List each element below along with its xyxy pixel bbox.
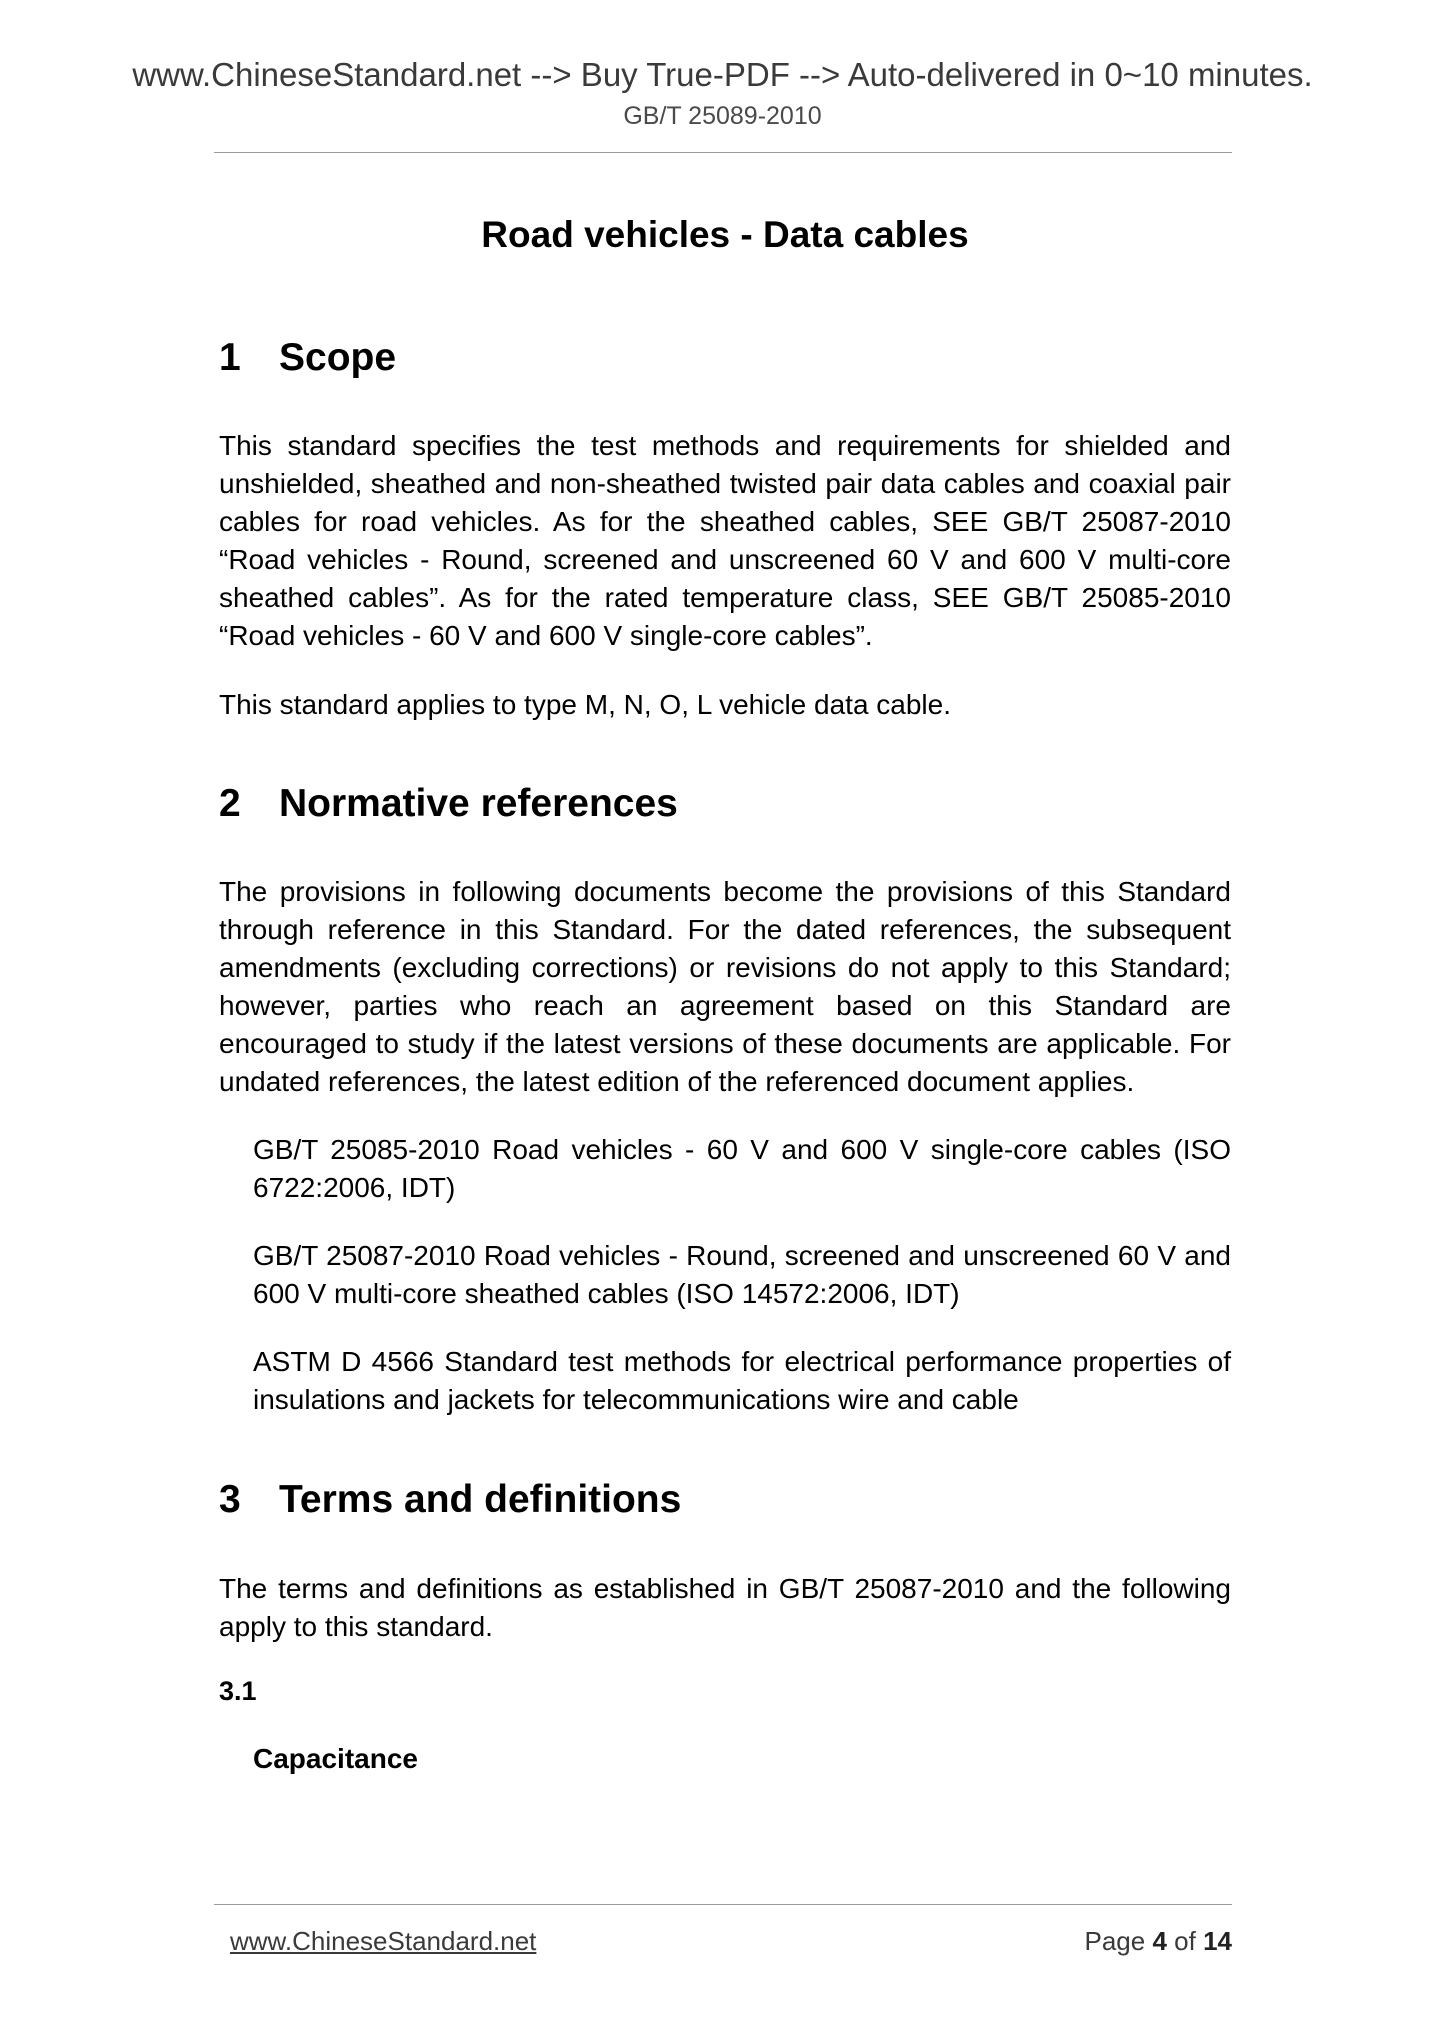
scope-applicability-paragraph: This standard applies to type M, N, O, L vehicle data cable.: [219, 689, 952, 720]
reference-item: GB/T 25085-2010 Road vehicles - 60 V and 600 V single-core cables (ISO 6722:2006, IDT): [253, 1134, 1231, 1203]
subclause-number: 3.1: [219, 1676, 257, 1706]
header-banner: www.ChineseStandard.net --> Buy True-PDF --> Auto-delivered in 0~10 minutes.: [132, 56, 1313, 93]
normative-intro-paragraph: The provisions in following documents become the provisions of this Standard through reference in this Standard. For the dated references, the subsequent amendments (excluding corrections) or revisions do not apply to this Standard; however, parties who reach an agreement based on this Standard are encouraged to study if the latest versions of these documents are applicable. For undated references, the latest edition of the referenced document applies.: [219, 876, 1231, 1097]
header-standard-code: GB/T 25089-2010: [623, 102, 822, 130]
footer-divider: [214, 1904, 1232, 1905]
section-number: 2: [219, 782, 241, 825]
reference-item: GB/T 25087-2010 Road vehicles - Round, screened and unscreened 60 V and 600 V multi-core sheathed cables (ISO 14572:2006, IDT): [253, 1240, 1231, 1309]
section-1-heading: [219, 336, 396, 380]
section-number: 3: [219, 1478, 241, 1521]
page-number: [1084, 1926, 1232, 1957]
scope-paragraph: This standard specifies the test methods and requirements for shielded and unshielded, sheathed and non-sheathed twisted pair data cables and coaxial pair cables for road vehicles. As for the sheathed cables, SEE GB/T 25087-2010 “Road vehicles - Round, screened and unscreened 60 V and 600 V multi-core sheathed cables”. As for the rated temperature class, SEE GB/T 25085-2010 “Road vehicles - 60 V and 600 V single-core cables”.: [219, 430, 1231, 651]
section-title: Normative references: [279, 782, 678, 825]
section-2-heading: [219, 782, 678, 826]
terms-intro-paragraph: The terms and definitions as established in GB/T 25087-2010 and the following apply to this standard.: [219, 1573, 1231, 1642]
footer-site-link[interactable]: www.ChineseStandard.net: [230, 1926, 537, 1956]
page-current: 4: [1152, 1926, 1167, 1956]
section-title: Scope: [279, 336, 397, 379]
page-of-label: of: [1174, 1926, 1196, 1956]
page-label: Page: [1084, 1926, 1146, 1956]
document-title: Road vehicles - Data cables: [481, 214, 969, 255]
reference-item: ASTM D 4566 Standard test methods for electrical performance properties of insulations and jackets for telecommunications wire and cable: [253, 1346, 1231, 1415]
section-3-heading: [219, 1478, 681, 1522]
section-number: 1: [219, 336, 241, 379]
header-divider: [214, 152, 1232, 153]
section-title: Terms and definitions: [279, 1478, 682, 1521]
term-heading: Capacitance: [253, 1743, 418, 1774]
page-total: 14: [1203, 1926, 1232, 1956]
